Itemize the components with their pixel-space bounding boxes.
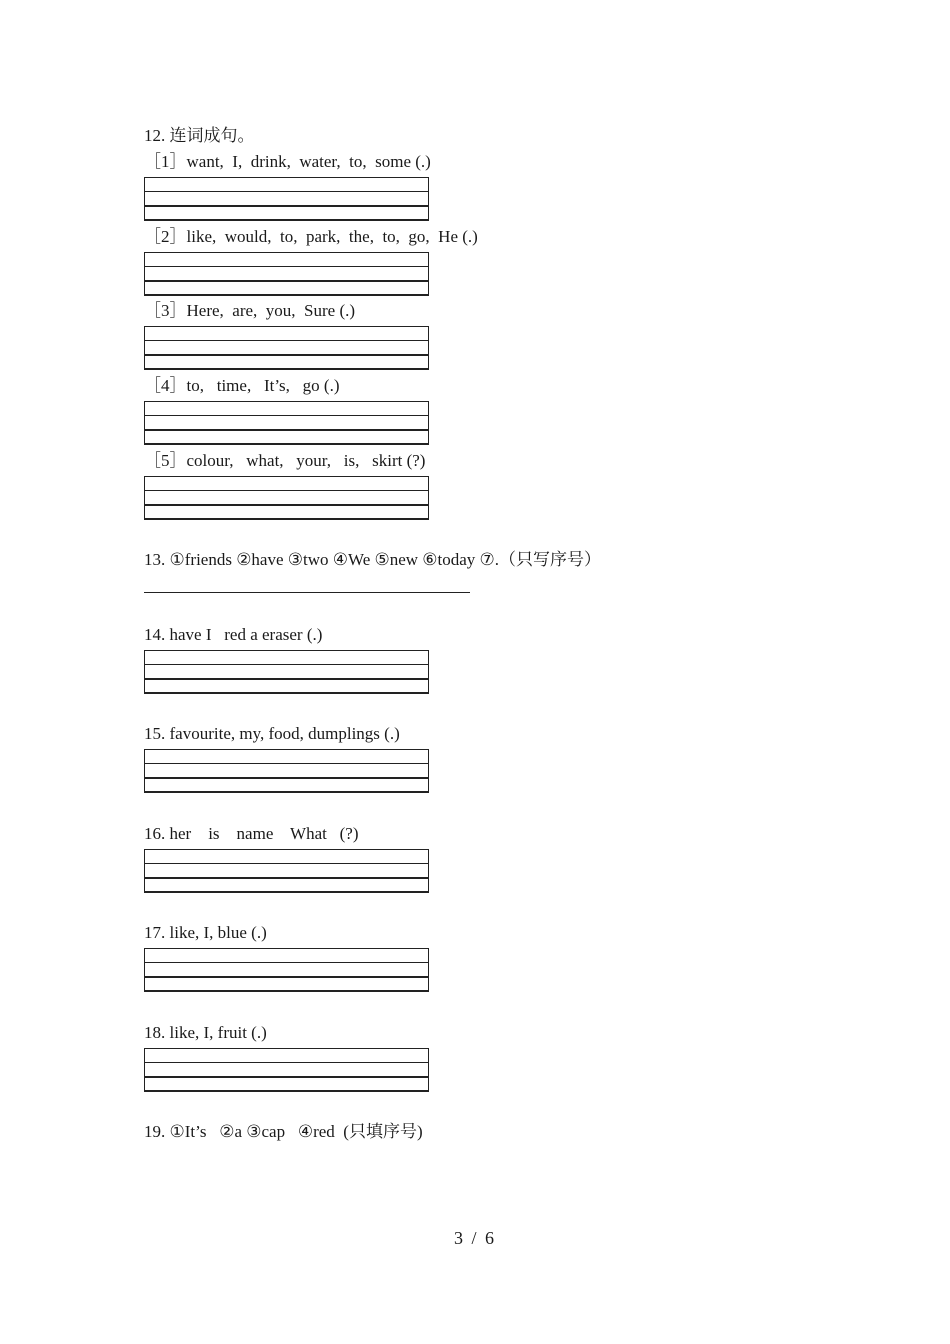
writing-lines[interactable] <box>144 177 429 221</box>
answer-line[interactable] <box>144 592 470 593</box>
q17-text: 17. like, I, blue (.) <box>144 923 267 942</box>
q15-text: 15. favourite, my, food, dumplings (.) <box>144 724 400 743</box>
q16-text: 16. her is name What (?) <box>144 824 359 843</box>
writing-lines[interactable] <box>144 326 429 370</box>
q12-title: 12. 连词成句。 <box>144 126 255 145</box>
q18-text: 18. like, I, fruit (.) <box>144 1023 267 1042</box>
q14-text: 14. have I red a eraser (.) <box>144 625 323 644</box>
q19-text: 19. ①It’s ②a ③cap ④red (只填序号) <box>144 1122 423 1141</box>
q12-item-3: ［3］Here, are, you, Sure (.) <box>144 301 356 320</box>
q12-item-1: ［1］want, I, drink, water, to, some (.) <box>144 152 431 171</box>
writing-lines[interactable] <box>144 650 429 694</box>
writing-lines[interactable] <box>144 401 429 445</box>
q12-item-4: ［4］to, time, It’s, go (.) <box>144 376 340 395</box>
writing-lines[interactable] <box>144 476 429 520</box>
q12-item-5: ［5］colour, what, your, is, skirt (?) <box>144 451 426 470</box>
page-number: 3 / 6 <box>453 1228 496 1248</box>
q13-text: 13. ①friends ②have ③two ④We ⑤new ⑥today ⑦.（只写序号） <box>144 550 602 569</box>
writing-lines[interactable] <box>144 749 429 793</box>
writing-lines[interactable] <box>144 948 429 992</box>
writing-lines[interactable] <box>144 252 429 296</box>
writing-lines[interactable] <box>144 849 429 893</box>
q12-item-2: ［2］like, would, to, park, the, to, go, He (.) <box>144 227 478 246</box>
writing-lines[interactable] <box>144 1048 429 1092</box>
